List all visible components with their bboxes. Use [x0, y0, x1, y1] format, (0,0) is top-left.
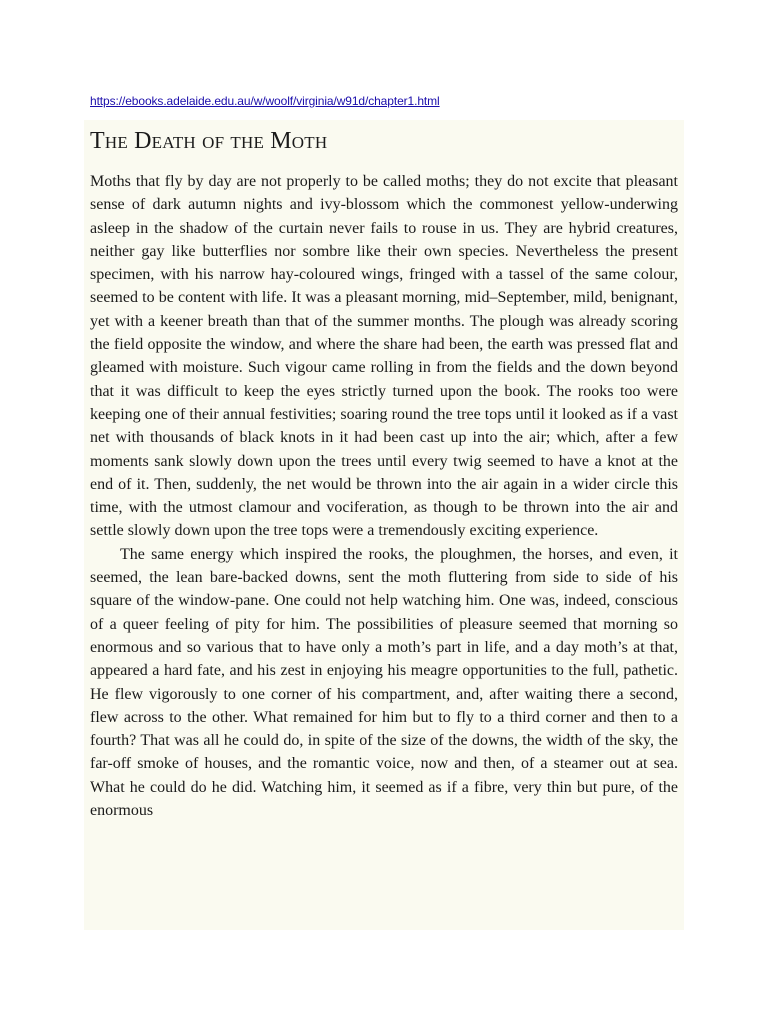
title-container: [90, 126, 678, 170]
article-paragraph-2: The same energy which inspired the rooks, the ploughmen, the horses, and even, it seemed, the lean bare-backed downs, sent the moth fluttering from side to side of his square of the window-pane. One could not help watching him. One was, indeed, conscious of a queer feeling of pity for him. The possibilities of pleasure seemed that morning so enormous and so various that to have only a moth’s part in life, and a day moth’s at that, appeared a hard fate, and his zest in enjoying his meagre opportunities to the full, pathetic. He flew vigorously to one corner of his compartment, and, after waiting there a second, flew across to the other. What remained for him but to fly to a third corner and then to a fourth? That was all he could do, in spite of the size of the downs, the width of the sky, the far-off smoke of houses, and the romantic voice, now and then, of a steamer out at sea. What he could do he did. Watching him, it seemed as if a fibre, very thin but pure, of the enormous: [90, 545, 678, 820]
article-panel: [84, 120, 684, 930]
article-paragraph-1: Moths that fly by day are not properly to be called moths; they do not excite that pleasant sense of dark autumn nights and ivy-blossom which the commonest yellow-underwing asleep in the shadow of the curtain never fails to rouse in us. They are hybrid creatures, neither gay like butterflies nor sombre like their own species. Nevertheless the present specimen, with his narrow hay-coloured wings, fringed with a tassel of the same colour, seemed to be content with life. It was a pleasant morning, mid–September, mild, benignant, yet with a keener breath than that of the summer months. The plough was already scoring the field opposite the window, and where the share had been, the earth was pressed flat and gleamed with moisture. Such vigour came rolling in from the fields and the down beyond that it was difficult to keep the eyes strictly turned upon the book. The rooks too were keeping one of their annual festivities; soaring round the tree tops until it looked as if a vast net with thousands of black knots in it had been cast up into the air; which, after a few moments sank slowly down upon the trees until every twig seemed to have a knot at the end of it. Then, suddenly, the net would be thrown into the air again in a wider circle this time, with the utmost clamour and vociferation, as though to be thrown into the air and settle slowly down upon the tree tops were a tremendously exciting experience.: [90, 173, 678, 540]
source-link[interactable]: https://ebooks.adelaide.edu.au/w/woolf/virginia/w91d/chapter1.html: [90, 94, 440, 108]
article-title: The Death of the Moth: [90, 128, 328, 154]
